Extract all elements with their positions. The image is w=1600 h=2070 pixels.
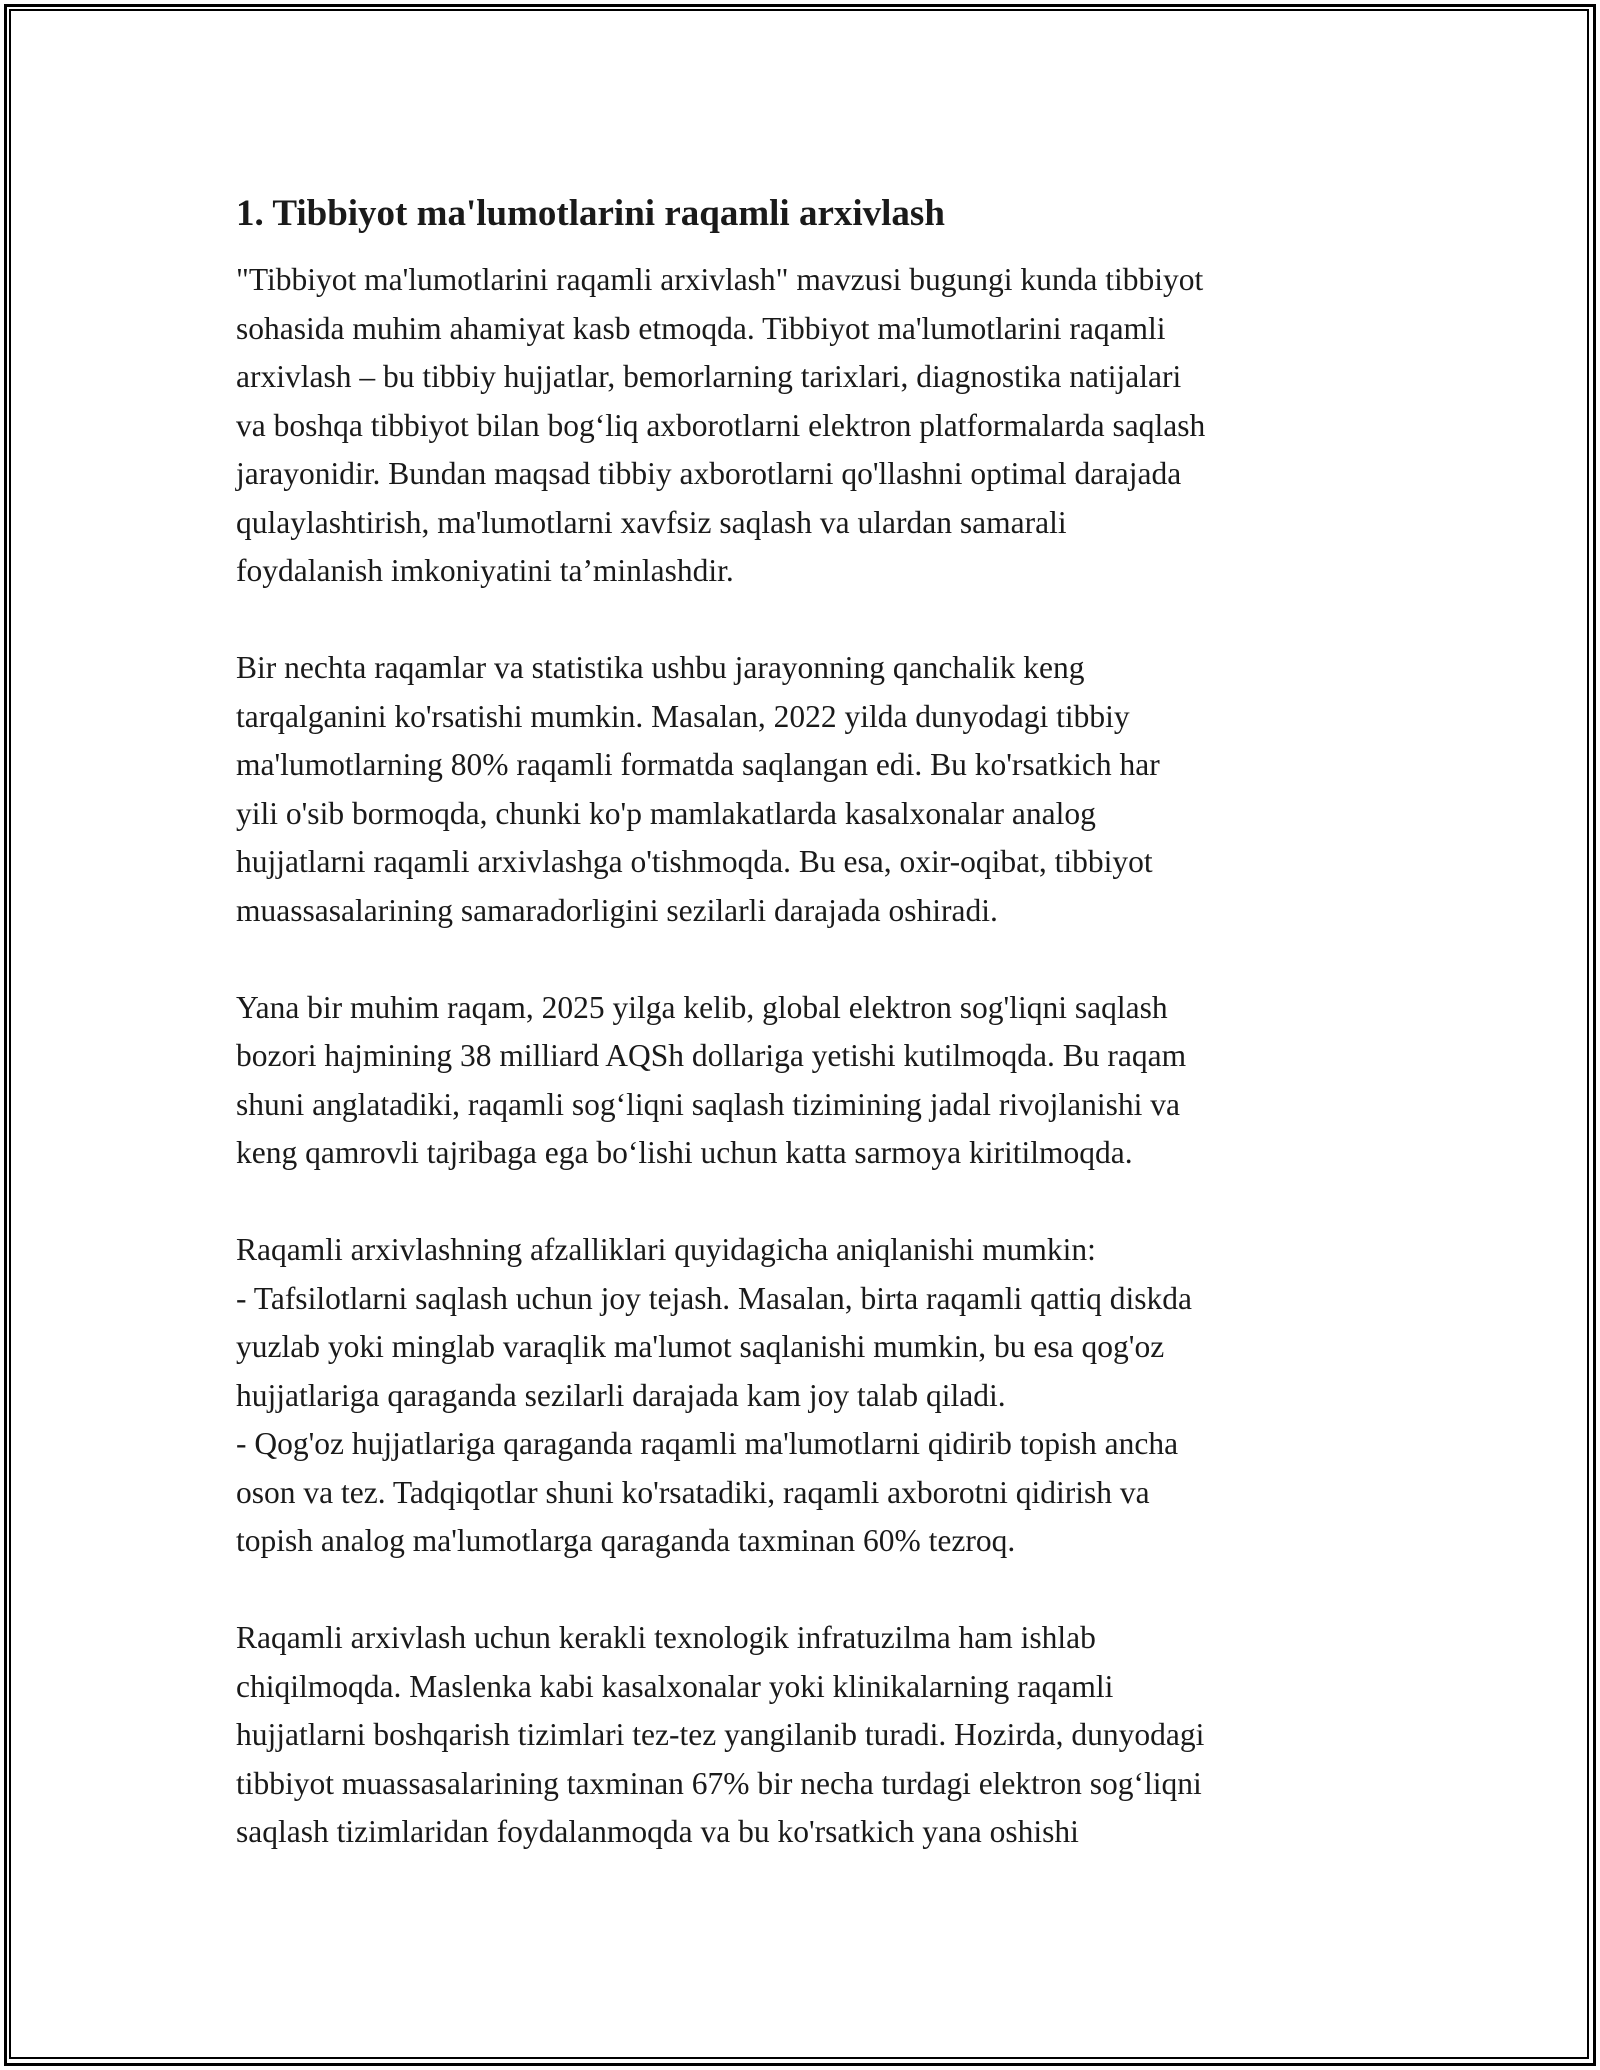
paragraph-line: hujjatlarni raqamli arxivlashga o'tishmoqda. Bu esa, oxir-oqibat, tibbiyot <box>236 844 1153 879</box>
paragraph-2 <box>236 644 1376 935</box>
paragraph-line: oson va tez. Tadqiqotlar shuni ko'rsatadiki, raqamli axborotni qidirish va <box>236 1474 1150 1510</box>
paragraph-line: foydalanish imkoniyatini ta’minlashdir. <box>236 553 734 588</box>
paragraph-line: Yana bir muhim raqam, 2025 yilga kelib, global elektron sog'liqni saqlash <box>236 989 1168 1025</box>
paragraph-line: yili o'sib bormoqda, chunki ko'p mamlakatlarda kasalxonalar analog <box>236 795 1096 831</box>
section-heading: 1. Tibbiyot ma'lumotlarini raqamli arxivlash <box>236 193 945 234</box>
paragraph-line: yuzlab yoki minglab varaqlik ma'lumot saqlanishi mumkin, bu esa qog'oz <box>236 1329 1165 1364</box>
paragraph-3 <box>236 984 1376 1178</box>
paragraph-line: ma'lumotlarning 80% raqamli formatda saqlangan edi. Bu ko'rsatkich har <box>236 747 1160 782</box>
paragraph-line: muassasalarining samaradorligini sezilarli darajada oshiradi. <box>236 892 998 928</box>
paragraph-line: va boshqa tibbiyot bilan bog‘liq axborotlarni elektron platformalarda saqlash <box>236 407 1206 443</box>
paragraph-line: sohasida muhim ahamiyat kasb etmoqda. Tibbiyot ma'lumotlarini raqamli <box>236 310 1166 346</box>
paragraph-line: saqlash tizimlaridan foydalanmoqda va bu ko'rsatkich yana oshishi <box>236 1814 1079 1849</box>
paragraph-line: - Tafsilotlarni saqlash uchun joy tejash. Masalan, birta raqamli qattiq diskda <box>236 1280 1192 1316</box>
paragraph-line: chiqilmoqda. Maslenka kabi kasalxonalar yoki klinikalarning raqamli <box>236 1668 1114 1704</box>
paragraph-4 <box>236 1226 1376 1566</box>
paragraph-line: hujjatlariga qaraganda sezilarli darajada kam joy talab qiladi. <box>236 1377 1006 1413</box>
paragraph-list <box>236 256 1376 1857</box>
paragraph-line: Bir nechta raqamlar va statistika ushbu jarayonning qanchalik keng <box>236 650 1085 685</box>
paragraph-line: shuni anglatadiki, raqamli sog‘liqni saqlash tizimining jadal rivojlanishi va <box>236 1086 1180 1122</box>
paragraph-line: Raqamli arxivlash uchun kerakli texnologik infratuzilma ham ishlab <box>236 1620 1096 1655</box>
paragraph-line: "Tibbiyot ma'lumotlarini raqamli arxivlash" mavzusi bugungi kunda tibbiyot <box>236 262 1204 297</box>
document-body <box>236 188 1376 1905</box>
paragraph-line: tibbiyot muassasalarining taxminan 67% bir necha turdagi elektron sog‘liqni <box>236 1765 1202 1801</box>
paragraph-line: - Qog'oz hujjatlariga qaraganda raqamli ma'lumotlarni qidirib topish ancha <box>236 1426 1179 1461</box>
paragraph-line: hujjatlarni boshqarish tizimlari tez-tez yangilanib turadi. Hozirda, dunyodagi <box>236 1717 1205 1752</box>
paragraph-line: Raqamli arxivlashning afzalliklari quyidagicha aniqlanishi mumkin: <box>236 1232 1096 1267</box>
paragraph-line: topish analog ma'lumotlarga qaraganda taxminan 60% tezroq. <box>236 1523 1016 1558</box>
paragraph-1 <box>236 256 1376 596</box>
paragraph-line: tarqalganini ko'rsatishi mumkin. Masalan, 2022 yilda dunyodagi tibbiy <box>236 698 1130 734</box>
paragraph-line: bozori hajmining 38 milliard AQSh dollariga yetishi kutilmoqda. Bu raqam <box>236 1038 1187 1073</box>
paragraph-5 <box>236 1614 1376 1857</box>
paragraph-line: keng qamrovli tajribaga ega bo‘lishi uchun katta sarmoya kiritilmoqda. <box>236 1135 1133 1170</box>
paragraph-line: qulaylashtirish, ma'lumotlarni xavfsiz saqlash va ulardan samarali <box>236 504 1067 540</box>
paragraph-line: arxivlash – bu tibbiy hujjatlar, bemorlarning tarixlari, diagnostika natijalari <box>236 359 1182 394</box>
paragraph-line: jarayonidir. Bundan maqsad tibbiy axborotlarni qo'llashni optimal darajada <box>236 456 1182 491</box>
